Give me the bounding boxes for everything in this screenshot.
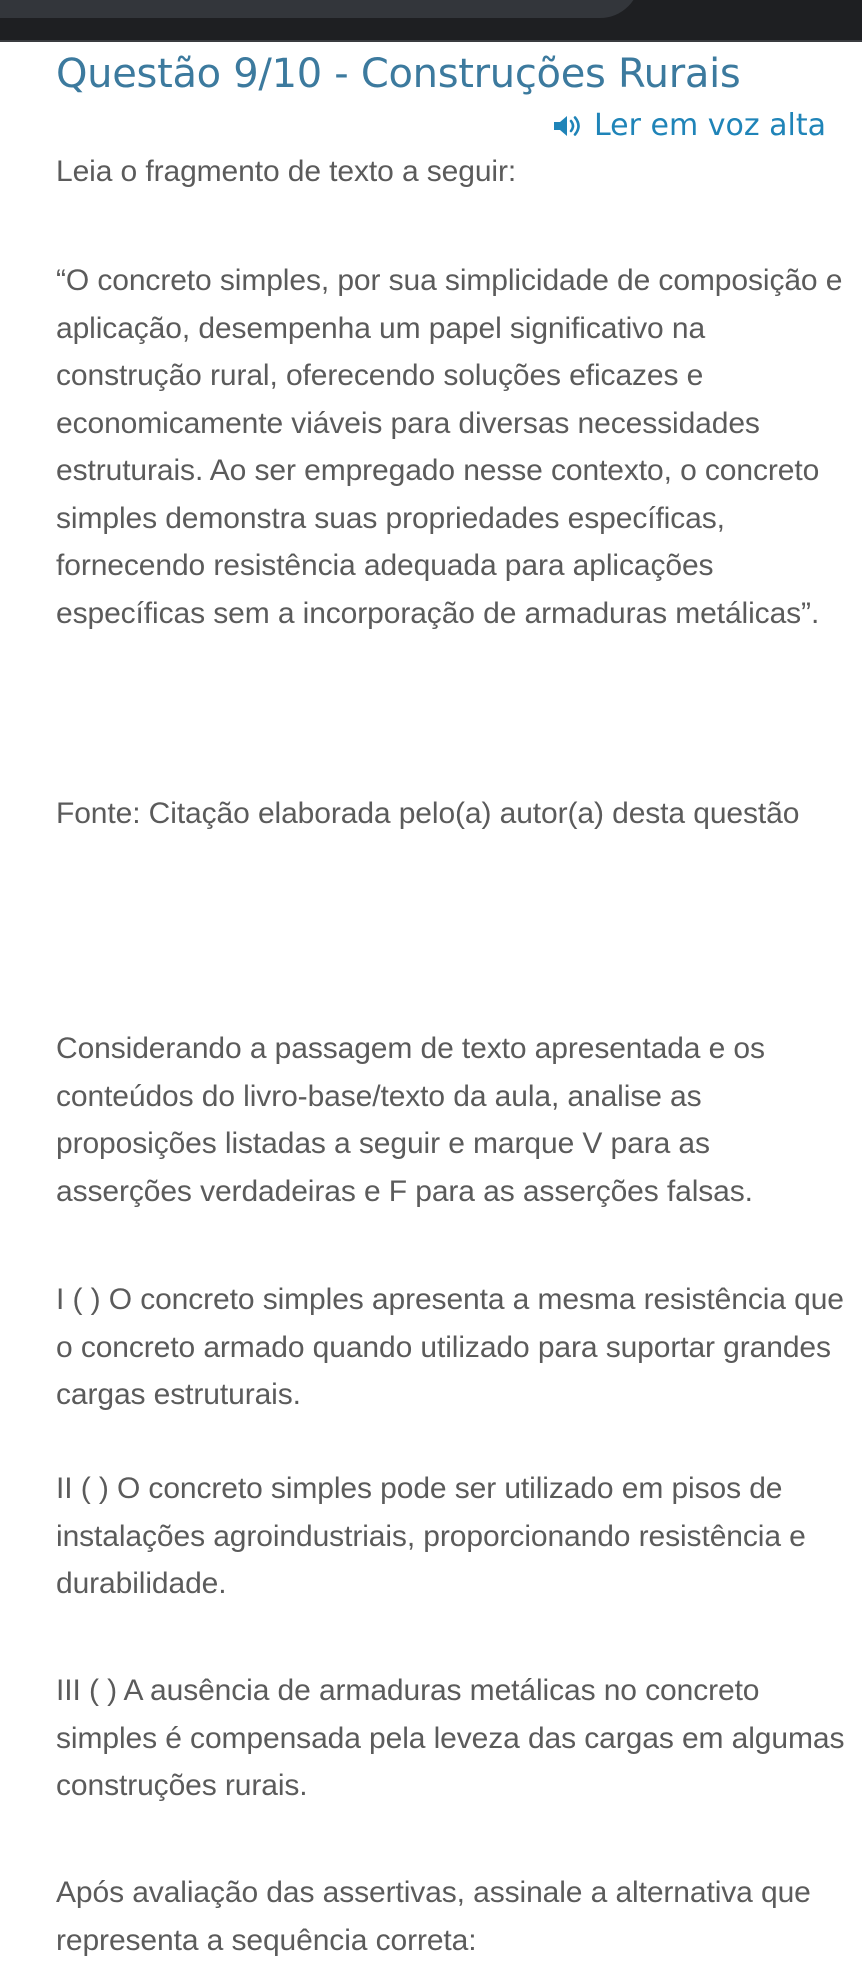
question-instruction: Considerando a passagem de texto apresentada e os conteúdos do livro-base/texto da aula, analise as proposições listadas a seguir e marque V para as asserções verdadeiras e F para as asserções falsas. (56, 1032, 765, 1208)
source-note: Fonte: Citação elaborada pelo(a) autor(a) desta questão (56, 797, 800, 830)
read-aloud-button[interactable] (552, 106, 826, 146)
question-intro: Leia o fragmento de texto a seguir: (56, 155, 517, 188)
top-bar-divider (0, 40, 862, 42)
question-title: Questão 9/10 - Construções Rurais (56, 51, 741, 97)
statement-item: III ( ) A ausência de armaduras metálicas no concreto simples é compensada pela leveza das cargas em algumas construções rurais. (56, 1674, 845, 1802)
question-closing: Após avaliação das assertivas, assinale a alternativa que representa a sequência correta: (56, 1876, 811, 1957)
statement-item: II ( ) O concreto simples pode ser utilizado em pisos de instalações agroindustriais, proporcionando resistência e durabilidade. (56, 1472, 806, 1600)
read-aloud-label: Ler em voz alta (594, 108, 826, 143)
statement-item: I ( ) O concreto simples apresenta a mesma resistência que o concreto armado quando utilizado para suportar grandes cargas estruturais. (56, 1283, 844, 1411)
browser-tab[interactable] (0, 0, 640, 18)
speaker-icon (552, 113, 586, 139)
quoted-passage: “O concreto simples, por sua simplicidade de composição e aplicação, desempenha um papel significativo na construção rural, oferecendo soluções eficazes e economicamente viáveis para diversas necessidades estruturais. Ao ser empregado nesse contexto, o concreto simples demonstra suas propriedades específicas, fornecendo resistência adequada para aplicações específicas sem a incorporação de armaduras metálicas”. (56, 264, 843, 630)
browser-top-bar (0, 0, 862, 42)
